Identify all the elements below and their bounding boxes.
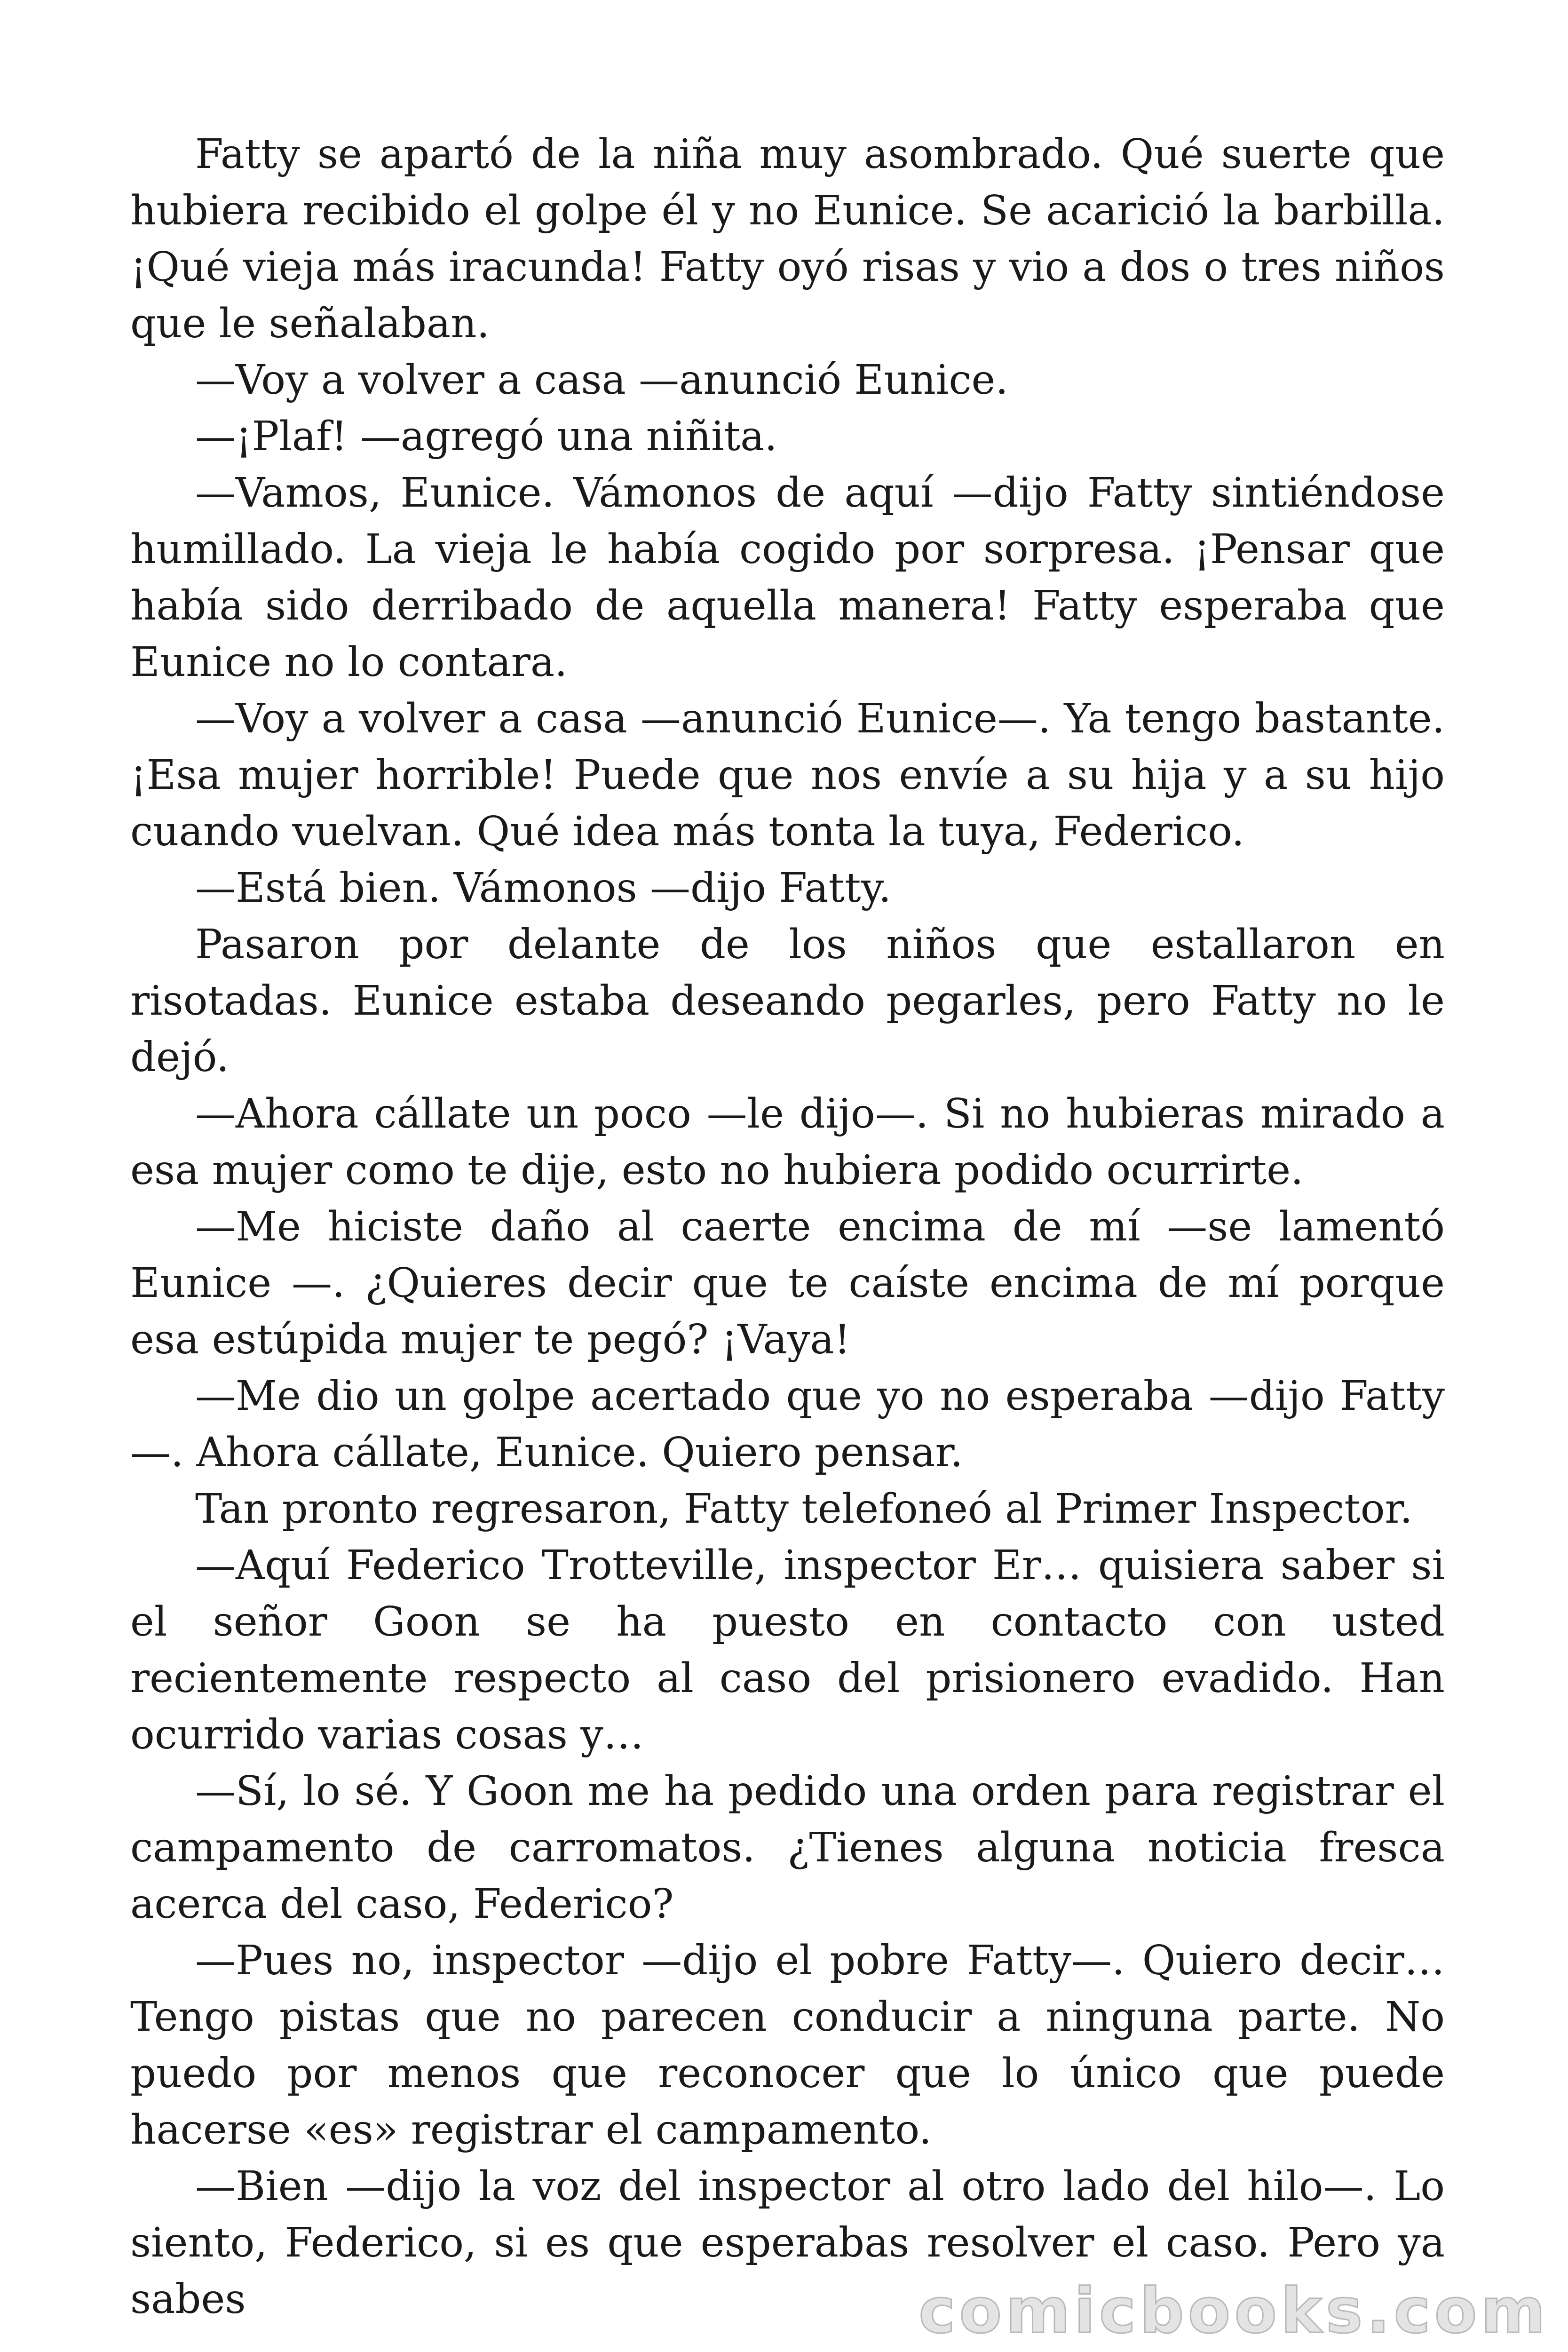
paragraph: —Sí, lo sé. Y Goon me ha pedido una orden para registrar el campamento de carromatos. ¿Tienes alguna noticia fresca acerca del caso, Federico?: [130, 1768, 1445, 1928]
paragraph: —Pues no, inspector —dijo el pobre Fatty—. Quiero decir… Tengo pistas que no parecen conducir a ninguna parte. No puedo por menos que reconocer que lo único que puede hacerse «es» registrar el campamento.: [130, 1937, 1445, 2153]
paragraph: —Aquí Federico Trotteville, inspector Er… quisiera saber si el señor Goon se ha puesto en contacto con usted recientemente respecto al caso del prisionero evadido. Han ocurrido varias cosas y…: [130, 1542, 1445, 1758]
paragraph: —Me dio un golpe acertado que yo no esperaba —dijo Fatty—. Ahora cállate, Eunice. Quiero pensar.: [130, 1373, 1445, 1476]
paragraph: Tan pronto regresaron, Fatty telefoneó al Primer Inspector.: [195, 1486, 1413, 1533]
paragraph: —¡Plaf! —agregó una niñita.: [195, 413, 777, 460]
paragraph: —Voy a volver a casa —anunció Eunice.: [195, 357, 1008, 404]
page-text: [130, 126, 1445, 2328]
paragraph: —Bien —dijo la voz del inspector al otro lado del hilo—. Lo siento, Federico, si es que esperabas resolver el caso. Pero ya sabes: [130, 2163, 1445, 2323]
paragraph: —Está bien. Vámonos —dijo Fatty.: [195, 865, 892, 912]
paragraph: Fatty se apartó de la niña muy asombrado. Qué suerte que hubiera recibido el golpe él y no Eunice. Se acarició la barbilla. ¡Qué vieja más iracunda! Fatty oyó risas y vio a dos o tres niños que le señalaban.: [130, 131, 1445, 347]
paragraph: —Ahora cállate un poco —le dijo—. Si no hubieras mirado a esa mujer como te dije, esto no hubiera podido ocurrirte.: [130, 1090, 1445, 1194]
paragraph: —Vamos, Eunice. Vámonos de aquí —dijo Fatty sintiéndose humillado. La vieja le había cogido por sorpresa. ¡Pensar que había sido derribado de aquella manera! Fatty esperaba que Eunice no lo contara.: [130, 469, 1445, 686]
paragraph: Pasaron por delante de los niños que estallaron en risotadas. Eunice estaba deseando pegarles, pero Fatty no le dejó.: [130, 921, 1445, 1081]
paragraph: —Voy a volver a casa —anunció Eunice—. Ya tengo bastante. ¡Esa mujer horrible! Puede que nos envíe a su hija y a su hijo cuando vuelvan. Qué idea más tonta la tuya, Federico.: [130, 695, 1445, 855]
watermark: comicbooks.com: [919, 2275, 1549, 2347]
paragraph: —Me hiciste daño al caerte encima de mí —se lamentó Eunice —. ¿Quieres decir que te caíste encima de mí porque esa estúpida mujer te pegó? ¡Vaya!: [130, 1203, 1445, 1363]
